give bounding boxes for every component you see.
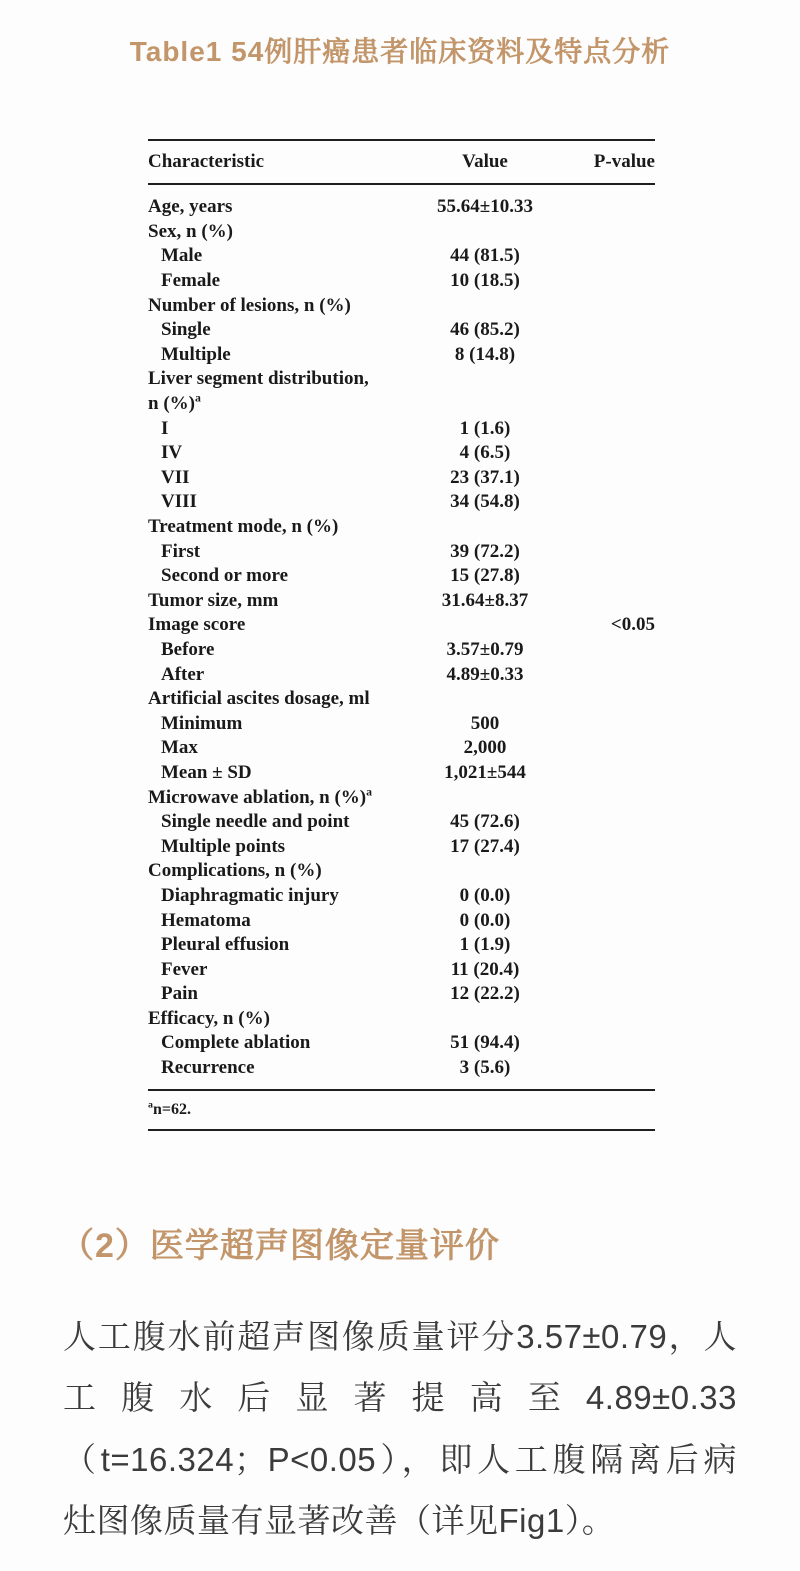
table-row (148, 859, 655, 884)
row-characteristic: Mean ± SD (161, 761, 252, 783)
table-row (148, 687, 655, 712)
table-row (148, 515, 655, 540)
row-characteristic: Recurrence (161, 1057, 255, 1079)
row-characteristic: Liver segment distribution, (148, 368, 369, 390)
row-characteristic: First (161, 540, 201, 562)
body-line: （t=16.324；P<0.05），即人工腹隔离后病 (63, 1440, 737, 1478)
row-value: 46 (85.2) (450, 319, 520, 341)
page-title: Table1 54例肝癌患者临床资料及特点分析 (129, 36, 671, 67)
row-characteristic: Female (161, 270, 221, 292)
row-characteristic: Male (161, 245, 203, 267)
table-row (148, 810, 655, 835)
footnote-text: $^a$n=62. (148, 1100, 191, 1119)
row-value: 3.57±0.79 (446, 638, 524, 660)
row-characteristic: Hematoma (161, 909, 251, 931)
row-value: 3 (5.6) (459, 1057, 511, 1079)
row-characteristic: VIII (161, 491, 197, 513)
table-row (148, 638, 655, 663)
body-line: 人工腹水前超声图像质量评分3.57±0.79，人 (63, 1318, 737, 1355)
row-value: 12 (22.2) (450, 983, 520, 1005)
row-value: 15 (27.8) (450, 565, 520, 587)
table-row (148, 711, 655, 736)
table-row (148, 244, 655, 269)
table-row (148, 884, 655, 909)
row-characteristic: Before (161, 638, 215, 660)
row-characteristic: Second or more (161, 565, 289, 587)
row-characteristic: VII (161, 466, 190, 488)
row-characteristic: After (161, 663, 205, 685)
table-row (148, 343, 655, 368)
row-value: 4 (6.5) (459, 442, 511, 464)
column-header-value: Value (462, 151, 508, 172)
table-row (148, 1056, 655, 1081)
row-characteristic: Complications, n (%) (148, 860, 322, 882)
table-row (148, 564, 655, 589)
row-value: 1,021±544 (444, 761, 526, 783)
row-characteristic: Sex, n (%) (148, 220, 233, 242)
row-value: 1 (1.6) (459, 417, 511, 439)
table-row (148, 982, 655, 1007)
row-value: 23 (37.1) (450, 466, 520, 488)
table-row (148, 490, 655, 515)
table-row (148, 367, 655, 392)
row-characteristic: Number of lesions, n (%) (148, 294, 351, 316)
table-row (148, 957, 655, 982)
row-characteristic: Tumor size, mm (148, 589, 279, 611)
table-header-row (148, 141, 655, 183)
table-row (148, 1007, 655, 1032)
row-pvalue: <0.05 (610, 614, 655, 636)
table-row (148, 441, 655, 466)
row-value: 8 (14.8) (454, 343, 516, 365)
table-row (148, 293, 655, 318)
row-value: 31.64±8.37 (441, 589, 529, 611)
table-footnote-rule (148, 1129, 655, 1131)
row-value: 500 (470, 712, 500, 734)
table-row (148, 220, 655, 245)
table-row (148, 539, 655, 564)
row-characteristic: Age, years (148, 196, 233, 218)
body-line: 工腹水后显著提高至4.89±0.33 (63, 1379, 737, 1417)
row-characteristic: Max (161, 737, 198, 759)
column-header-pvalue: P-value (593, 151, 655, 172)
table-row (148, 834, 655, 859)
row-characteristic: IV (161, 442, 183, 464)
row-characteristic: Pleural effusion (161, 934, 290, 956)
row-characteristic: Complete ablation (161, 1032, 311, 1054)
table-row (148, 613, 655, 638)
row-value: 1 (1.9) (459, 934, 511, 956)
row-superscript: a (194, 393, 201, 405)
table-row (148, 785, 655, 810)
row-characteristic: Pain (161, 983, 198, 1005)
row-characteristic: Multiple points (161, 835, 286, 857)
row-value: 17 (27.4) (450, 835, 520, 857)
table-row (148, 392, 655, 417)
row-characteristic: Image score (148, 614, 246, 636)
row-characteristic: n (%)$^a$ (148, 393, 201, 415)
row-value: 0 (0.0) (459, 884, 511, 906)
row-characteristic: Multiple (161, 343, 231, 365)
row-characteristic: Single (161, 319, 211, 341)
row-value: 2,000 (463, 737, 507, 759)
row-characteristic: I (161, 417, 169, 439)
row-characteristic: Efficacy, n (%) (148, 1007, 270, 1029)
table-row (148, 1031, 655, 1056)
table-body (148, 185, 655, 1089)
table-row (148, 195, 655, 220)
row-characteristic: Fever (161, 958, 208, 980)
footnote-superscript: a (148, 1100, 153, 1112)
table-row (148, 908, 655, 933)
table-footnote (148, 1091, 655, 1129)
row-value: 11 (20.4) (450, 958, 520, 980)
row-value: 55.64±10.33 (437, 196, 533, 218)
row-value: 34 (54.8) (450, 491, 520, 513)
row-characteristic: Treatment mode, n (%) (148, 516, 339, 538)
table-row (148, 662, 655, 687)
table-row (148, 933, 655, 958)
table-row (148, 318, 655, 343)
row-characteristic: Microwave ablation, n (%)$^a$ (148, 786, 373, 808)
table-row (148, 761, 655, 786)
row-value: 0 (0.0) (459, 909, 511, 931)
column-header-characteristic: Characteristic (148, 151, 265, 172)
table-row (148, 269, 655, 294)
row-superscript: a (366, 786, 373, 799)
section-heading: （2）医学超声图像定量评价 (60, 1227, 500, 1265)
clinical-table (148, 139, 655, 1131)
row-characteristic: Diaphragmatic injury (161, 884, 339, 906)
row-characteristic: Single needle and point (161, 811, 350, 833)
table-row (148, 416, 655, 441)
table-row (148, 589, 655, 614)
row-value: 45 (72.6) (450, 811, 520, 833)
row-value: 10 (18.5) (450, 270, 520, 292)
body-paragraph (63, 1306, 737, 1551)
row-characteristic: Artificial ascites dosage, ml (148, 688, 370, 710)
body-line: 灶图像质量有显著改善（详见Fig1）。 (63, 1501, 616, 1539)
table-row (148, 466, 655, 491)
row-characteristic: Minimum (161, 712, 243, 734)
row-value: 44 (81.5) (450, 245, 520, 267)
row-value: 39 (72.2) (450, 540, 520, 562)
row-value: 51 (94.4) (450, 1032, 520, 1054)
table-row (148, 736, 655, 761)
row-value: 4.89±0.33 (446, 663, 524, 685)
